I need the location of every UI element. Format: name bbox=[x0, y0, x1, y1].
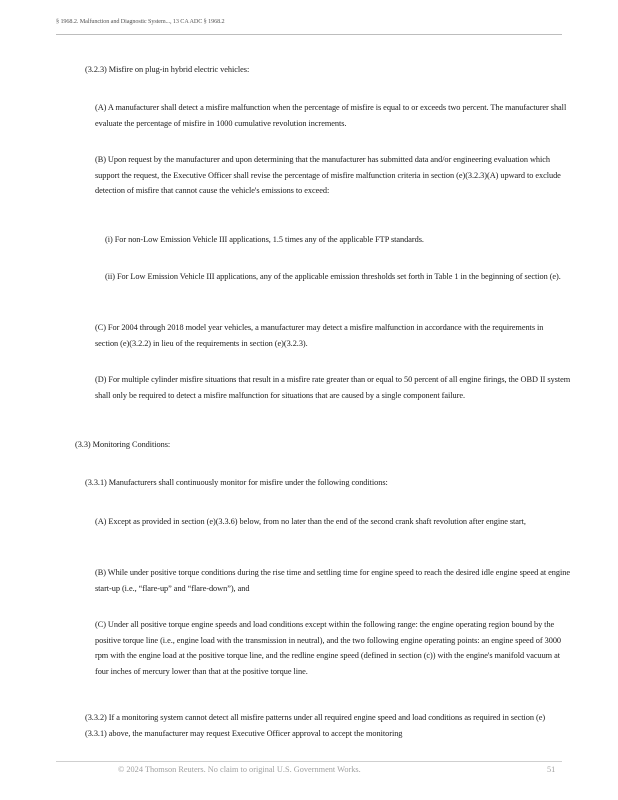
footer-copyright: © 2024 Thomson Reuters. No claim to original U.S. Government Works. bbox=[118, 765, 361, 774]
running-header: § 1968.2. Malfunction and Diagnostic System..., 13 CA ADC § 1968.2 bbox=[56, 18, 225, 25]
paragraph-3-3-1-A: (A) Except as provided in section (e)(3.3.6) below, from no later than the end of the second crank shaft revolution after engine start, bbox=[95, 517, 526, 526]
paragraph-3-3-2: (3.3.2) If a monitoring system cannot detect all misfire patterns under all required engine speed and load conditions as required in section (e)(3.3.1) above, the manufacturer may request Executive Officer approval to accept the monitoring bbox=[85, 713, 546, 738]
paragraph-3-2-3-D: (D) For multiple cylinder misfire situations that result in a misfire rate greater than or equal to 50 percent of all engine firings, the OBD II system shall only be required to detect a misfire malfunction for situations that are caused by a single component failure. bbox=[95, 375, 571, 400]
section-heading-3-2-3: (3.2.3) Misfire on plug-in hybrid electric vehicles: bbox=[85, 65, 250, 74]
paragraph-3-2-3-B-i: (i) For non-Low Emission Vehicle III applications, 1.5 times any of the applicable FTP standards. bbox=[105, 235, 424, 244]
paragraph-3-2-3-C: (C) For 2004 through 2018 model year vehicles, a manufacturer may detect a misfire malfunction in accordance with the requirements in section (e)(3.2.2) in lieu of the requirements in section (e)(3.2.3). bbox=[95, 323, 544, 348]
section-heading-3-3: (3.3) Monitoring Conditions: bbox=[75, 440, 171, 449]
paragraph-3-2-3-B-ii: (ii) For Low Emission Vehicle III applications, any of the applicable emission thresholds set forth in Table 1 in the beginning of section (e). bbox=[105, 272, 561, 281]
paragraph-3-3-1-C: (C) Under all positive torque engine speeds and load conditions except within the following range: the engine operating region bound by the positive torque line (i.e., engine load with the transmission in neutral), and the two following engine operating points: an engine speed of 3000 rpm with the engine load at the positive torque line, and the redline engine speed (defined in section (c)) with the engine's manifold vacuum at four inches of mercury lower than that at the positive torque line. bbox=[95, 620, 562, 676]
footer-divider bbox=[56, 761, 562, 762]
paragraph-3-2-3-A: (A) A manufacturer shall detect a misfire malfunction when the percentage of misfire is equal to or exceeds two percent. The manufacturer shall evaluate the percentage of misfire in 1000 cumulative revolution increments. bbox=[95, 103, 567, 128]
paragraph-3-2-3-B: (B) Upon request by the manufacturer and upon determining that the manufacturer has submitted data and/or engineering evaluation which support the request, the Executive Officer shall revise the percentage of misfire malfunction criteria in section (e)(3.2.3)(A) upward to exclude detection of misfire that cannot cause the vehicle's emissions to exceed: bbox=[95, 155, 561, 195]
paragraph-3-3-1-B: (B) While under positive torque conditions during the rise time and settling time for engine speed to reach the desired idle engine speed at engine start-up (i.e., “flare-up” and “flare-down”), and bbox=[95, 568, 570, 593]
paragraph-3-3-1: (3.3.1) Manufacturers shall continuously monitor for misfire under the following conditions: bbox=[85, 478, 388, 487]
page-number: 51 bbox=[547, 765, 556, 774]
